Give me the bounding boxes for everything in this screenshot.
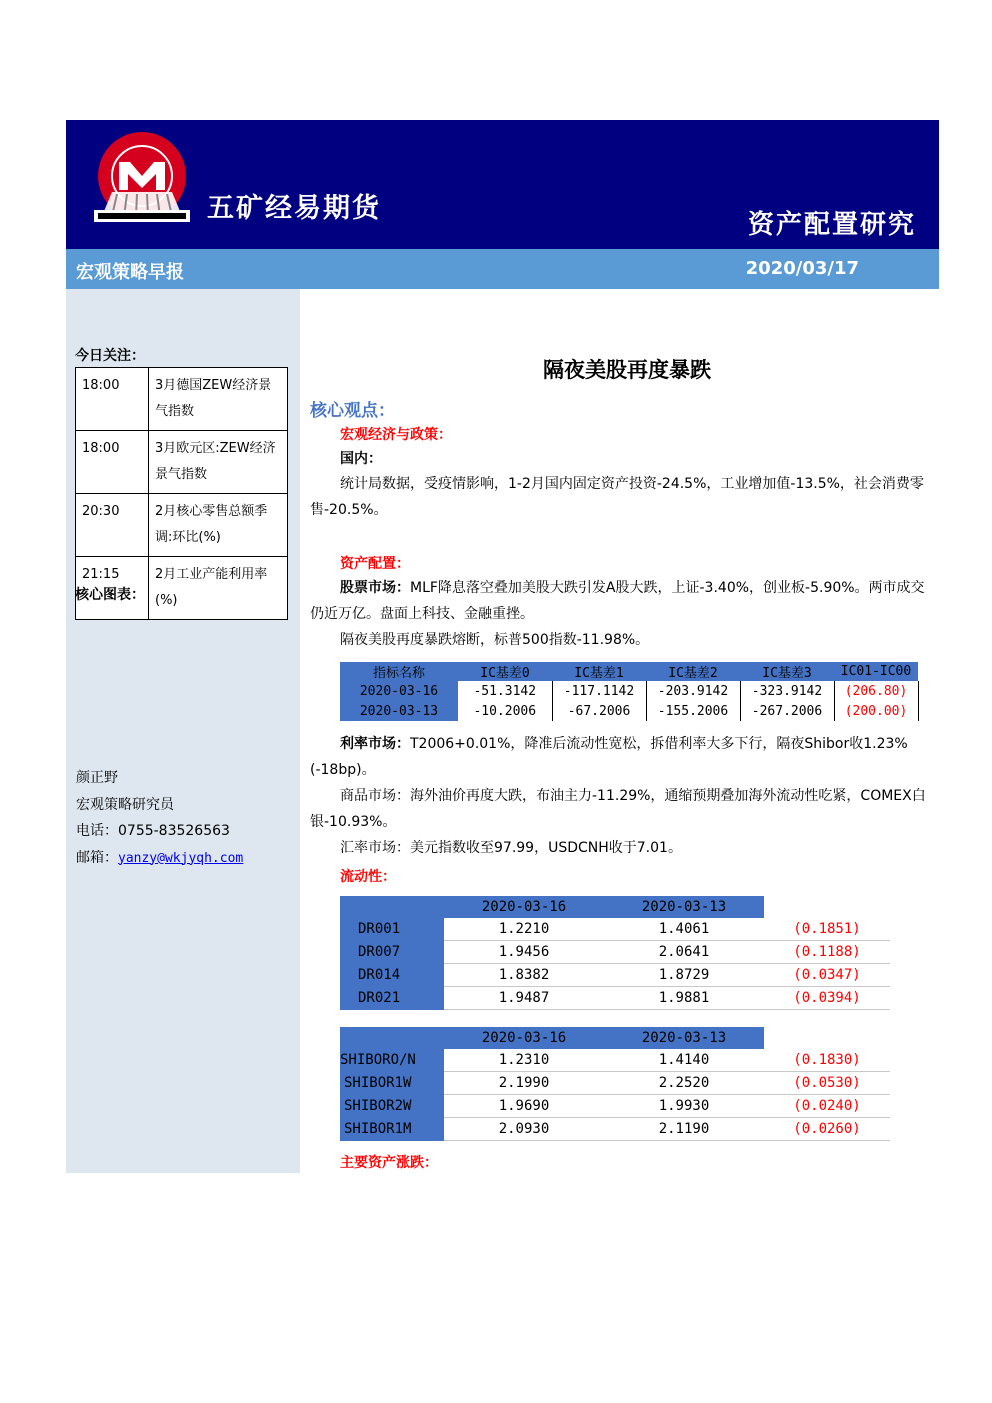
dr-change: (0.0394)	[764, 987, 890, 1010]
email-label: 邮箱：	[76, 849, 118, 866]
basis-cell: -323.9142	[740, 681, 834, 701]
dr-change: (0.1188)	[764, 941, 890, 964]
basis-header: IC01-IC00	[834, 662, 918, 681]
dr-label: DR001	[340, 918, 444, 941]
basis-spread: (200.00)	[834, 701, 918, 721]
dr-cell: 2.0641	[604, 941, 764, 964]
stock-text: MLF降息落空叠加美股大跌引发A股大跌，上证-3.40%，创业板-5.90%。两市成交仍近万亿。盘面上科技、金融重挫。	[310, 580, 925, 622]
basis-spread: (206.80)	[834, 681, 918, 701]
report-date: 2020/03/17	[745, 258, 859, 279]
basis-cell: -10.2006	[458, 701, 552, 721]
shibor-cell: 2.0930	[444, 1118, 604, 1141]
dr-row	[340, 987, 890, 1010]
dr-cell: 1.2210	[444, 918, 604, 941]
basis-date: 2020-03-16	[340, 681, 458, 701]
event-row	[76, 494, 288, 557]
basis-cell: -155.2006	[646, 701, 740, 721]
event-desc: 2月工业产能利用率(%)	[149, 557, 288, 620]
shibor-change: (0.1830)	[764, 1049, 890, 1072]
rate-paragraph	[310, 731, 932, 783]
dr-label: DR007	[340, 941, 444, 964]
event-desc: 2月核心零售总额季调:环比(%)	[149, 494, 288, 557]
core-view-label: 核心观点：	[310, 401, 395, 421]
event-time: 20:30	[76, 494, 149, 557]
shibor-label: SHIBORO/N	[340, 1049, 444, 1072]
us-stock-paragraph: 隔夜美股再度暴跌熔断，标普500指数-11.98%。	[340, 632, 650, 648]
basis-cell: -117.1142	[552, 681, 646, 701]
dr-header-row	[340, 896, 890, 918]
stock-label: 股票市场：	[340, 580, 410, 596]
asset-move-heading: 主要资产涨跌：	[340, 1155, 438, 1171]
shibor-cell: 1.4140	[604, 1049, 764, 1072]
shibor-row	[340, 1049, 890, 1072]
basis-header: IC基差0	[458, 662, 552, 681]
shibor-change: (0.0530)	[764, 1072, 890, 1095]
dr-row	[340, 964, 890, 987]
dr-cell: 1.9456	[444, 941, 604, 964]
event-time: 21:15	[76, 557, 149, 620]
dr-label: DR014	[340, 964, 444, 987]
company-name: 五矿经易期货	[207, 193, 381, 224]
author-phone: 电话：0755-83526563	[76, 823, 230, 839]
shibor-cell: 2.1190	[604, 1118, 764, 1141]
author-email-row	[76, 845, 243, 873]
stock-paragraph	[310, 575, 932, 627]
dr-header-blank	[340, 896, 444, 918]
shibor-change: (0.0240)	[764, 1095, 890, 1118]
macro-heading: 宏观经济与政策：	[340, 427, 452, 443]
shibor-header: 2020-03-13	[604, 1027, 764, 1049]
basis-header: 指标名称	[340, 662, 458, 681]
dr-header: 2020-03-16	[444, 896, 604, 918]
dr-row	[340, 941, 890, 964]
author-block	[76, 765, 243, 872]
basis-cell: -67.2006	[552, 701, 646, 721]
basis-cell: -267.2006	[740, 701, 834, 721]
minmetals-logo	[92, 132, 192, 224]
dr-cell: 1.9881	[604, 987, 764, 1010]
event-time: 18:00	[76, 431, 149, 494]
shibor-cell: 1.9930	[604, 1095, 764, 1118]
basis-table	[340, 662, 919, 721]
author-title: 宏观策略研究员	[76, 796, 174, 813]
report-type: 宏观策略早报	[76, 262, 184, 283]
basis-cell: -51.3142	[458, 681, 552, 701]
event-row	[76, 368, 288, 431]
event-row	[76, 431, 288, 494]
shibor-header-empty	[764, 1027, 890, 1049]
basis-date: 2020-03-13	[340, 701, 458, 721]
dr-change: (0.0347)	[764, 964, 890, 987]
basis-header: IC基差2	[646, 662, 740, 681]
domestic-paragraph: 统计局数据，受疫情影响，1-2月国内固定资产投资-24.5%，工业增加值-13.5%，社会消费零售-20.5%。	[310, 476, 924, 518]
basis-header: IC基差1	[552, 662, 646, 681]
dr-table	[340, 896, 890, 1010]
dr-cell: 1.9487	[444, 987, 604, 1010]
shibor-header-blank	[340, 1027, 444, 1049]
dr-cell: 1.4061	[604, 918, 764, 941]
liquidity-heading: 流动性：	[340, 869, 396, 885]
event-time: 18:00	[76, 368, 149, 431]
basis-row	[340, 701, 918, 721]
shibor-header-row	[340, 1027, 890, 1049]
dr-row	[340, 918, 890, 941]
dr-change: (0.1851)	[764, 918, 890, 941]
event-desc: 3月欧元区:ZEW经济景气指数	[149, 431, 288, 494]
shibor-row	[340, 1072, 890, 1095]
basis-cell: -203.9142	[646, 681, 740, 701]
author-email-link[interactable]: yanzy@wkjyqh.com	[118, 850, 244, 866]
core-chart-label: 核心图表：	[75, 587, 145, 603]
shibor-cell: 2.1990	[444, 1072, 604, 1095]
rate-label: 利率市场：	[340, 736, 410, 752]
fx-paragraph: 汇率市场：美元指数收至97.99，USDCNH收于7.01。	[340, 840, 682, 856]
events-table	[75, 367, 288, 620]
shibor-change: (0.0260)	[764, 1118, 890, 1141]
rate-text: T2006+0.01%，降准后流动性宽松，拆借利率大多下行，隔夜Shibor收1.23%(-18bp)。	[310, 736, 908, 778]
basis-header-row	[340, 662, 918, 681]
dr-cell: 1.8382	[444, 964, 604, 987]
dr-cell: 1.8729	[604, 964, 764, 987]
author-name: 颜正野	[76, 770, 118, 786]
shibor-row	[340, 1118, 890, 1141]
shibor-cell: 2.2520	[604, 1072, 764, 1095]
shibor-label: SHIBOR1W	[340, 1072, 444, 1095]
dr-label: DR021	[340, 987, 444, 1010]
basis-row	[340, 681, 918, 701]
dr-header-empty	[764, 896, 890, 918]
event-desc: 3月德国ZEW经济景气指数	[149, 368, 288, 431]
shibor-table	[340, 1027, 890, 1141]
shibor-row	[340, 1095, 890, 1118]
main-title: 隔夜美股再度暴跌	[543, 358, 711, 382]
section-title: 资产配置研究	[747, 210, 916, 240]
asset-heading: 资产配置：	[340, 556, 410, 572]
shibor-label: SHIBOR1M	[340, 1118, 444, 1141]
commodity-paragraph: 商品市场：海外油价再度大跌，布油主力-11.29%，通缩预期叠加海外流动性吃紧，COMEX白银-10.93%。	[310, 788, 926, 830]
dr-header: 2020-03-13	[604, 896, 764, 918]
shibor-cell: 1.2310	[444, 1049, 604, 1072]
shibor-label: SHIBOR2W	[340, 1095, 444, 1118]
shibor-header: 2020-03-16	[444, 1027, 604, 1049]
shibor-cell: 1.9690	[444, 1095, 604, 1118]
basis-header: IC基差3	[740, 662, 834, 681]
domestic-label: 国内：	[340, 451, 382, 467]
today-focus-label: 今日关注：	[75, 348, 145, 364]
